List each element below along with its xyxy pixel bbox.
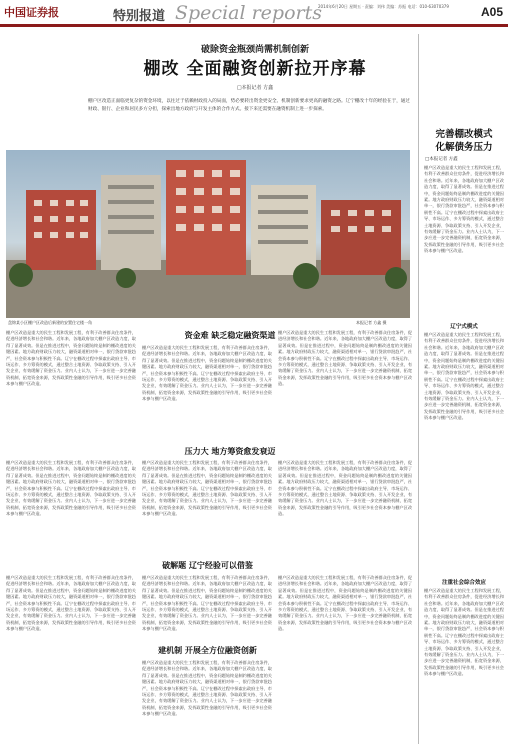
section-heading: 压力大 地方筹资愈发衰迈 <box>170 446 290 457</box>
section-heading: 建机制 开展全方位融资创新 <box>158 646 257 655</box>
body-column: 棚户区改造是重大的民生工程和发展工程，有利于改善群众住房条件，促进经济增长和社会和谐。近年来，各地政府加大棚户区改造力度，取得了显著成效。但是在推进过程中，资金问题始终是制约棚改进度的关键因素。地方政府财政压力较大，融资渠道相对单一，银行贷款审批趋严，社会资本参与积极性不高。辽宁在棚改过程中探索出政府主导、市场运作、多方筹资的模式，通过整合土地资源、争取政策支持、引入开发企业，有效缓解了资金压力。业内人士认为，下一步应进一步完善融资机制，拓宽资金来源，发挥政策性金融的引导作用，吸引更多社会资本参与棚户区改造。 <box>6 330 136 387</box>
photo-credit: 本报记者 方鑫 摄 <box>356 320 387 325</box>
body-column: 棚户区改造是重大的民生工程和发展工程，有利于改善群众住房条件，促进经济增长和社会和谐。近年来，各地政府加大棚户区改造力度，取得了显著成效。但是在推进过程中，资金问题始终是制约棚改进度的关键因素。地方政府财政压力较大，融资渠道相对单一，银行贷款审批趋严，社会资本参与积极性不高。辽宁在棚改过程中探索出政府主导、市场运作、多方筹资的模式，通过整合土地资源、争取政策支持、引入开发企业，有效缓解了资金压力。业内人士认为，下一步应进一步完善融资机制，拓宽资金来源，发挥政策性金融的引导作用，吸引更多社会资本参与棚户区改造。 <box>278 330 412 387</box>
sidebar-subheading: 辽宁式模式 <box>450 324 478 330</box>
section-heading: 破解题 辽宁经验可以借鉴 <box>162 561 253 570</box>
buildings-illustration <box>6 150 410 318</box>
sidebar-title-line1: 完善棚改模式 <box>435 129 493 140</box>
body-column: 棚户区改造是重大的民生工程和发展工程，有利于改善群众住房条件，促进经济增长和社会和谐。近年来，各地政府加大棚户区改造力度，取得了显著成效。但是在推进过程中，资金问题始终是制约棚改进度的关键因素。地方政府财政压力较大，融资渠道相对单一，银行贷款审批趋严，社会资本参与积极性不高。辽宁在棚改过程中探索出政府主导、市场运作、多方筹资的模式，通过整合土地资源、争取政策支持、引入开发企业，有效缓解了资金压力。业内人士认为，下一步应进一步完善融资机制，拓宽资金来源，发挥政策性金融的引导作用，吸引更多社会资本参与棚户区改造。 <box>6 460 136 517</box>
body-column: 棚户区改造是重大的民生工程和发展工程，有利于改善群众住房条件，促进经济增长和社会和谐。近年来，各地政府加大棚户区改造力度，取得了显著成效。但是在推进过程中，资金问题始终是制约棚改进度的关键因素。地方政府财政压力较大，融资渠道相对单一，银行贷款审批趋严，社会资本参与积极性不高。辽宁在棚改过程中探索出政府主导、市场运作、多方筹资的模式，通过整合土地资源、争取政策支持、引入开发企业，有效缓解了资金压力。业内人士认为，下一步应进一步完善融资机制，拓宽资金来源，发挥政策性金融的引导作用，吸引更多社会资本参与棚户区改造。 <box>142 660 272 717</box>
section-title: 特别报道 <box>113 9 166 24</box>
section-heading: 资金难 缺乏稳定融资渠道 <box>184 331 276 340</box>
issue-info: 2014年6月20日 星期五 · 责编：刘伟 美编：苏振 电话：010-63070379 <box>318 4 449 9</box>
masthead-logo: 中国证券报 <box>4 6 59 19</box>
photo-caption: 盘锦某小区棚户区改造后新建的安置住宅楼一角 <box>8 320 92 325</box>
sidebar-title <box>424 128 504 154</box>
section-title-english: Special reports <box>175 2 322 24</box>
page-number: A05 <box>481 5 504 19</box>
header-rule <box>0 24 508 27</box>
sidebar-subheading: 注重社会综合效应 <box>441 580 486 586</box>
sidebar-top-text <box>424 34 504 124</box>
sidebar-paragraph: 棚户区改造是重大的民生工程和发展工程，有利于改善群众住房条件，促进经济增长和社会和谐。近年来，各地政府加大棚户区改造力度，取得了显著成效。但是在推进过程中，资金问题始终是制约棚改进度的关键因素。地方政府财政压力较大，融资渠道相对单一，银行贷款审批趋严，社会资本参与积极性不高。辽宁在棚改过程中探索出政府主导、市场运作、多方筹资的模式，通过整合土地资源、争取政策支持、引入开发企业，有效缓解了资金压力。业内人士认为，下一步应进一步完善融资机制，拓宽资金来源，发挥政策性金融的引导作用，吸引更多社会资本参与棚户区改造。 <box>424 332 504 421</box>
article-kicker: 破除资金瓶颈尚需机制创新 <box>200 45 309 55</box>
body-column: 棚户区改造是重大的民生工程和发展工程，有利于改善群众住房条件，促进经济增长和社会和谐。近年来，各地政府加大棚户区改造力度，取得了显著成效。但是在推进过程中，资金问题始终是制约棚改进度的关键因素。地方政府财政压力较大，融资渠道相对单一，银行贷款审批趋严，社会资本参与积极性不高。辽宁在棚改过程中探索出政府主导、市场运作、多方筹资的模式，通过整合土地资源、争取政策支持、引入开发企业，有效缓解了资金压力。业内人士认为，下一步应进一步完善融资机制，拓宽资金来源，发挥政策性金融的引导作用，吸引更多社会资本参与棚户区改造。 <box>6 575 136 632</box>
article-photo <box>6 150 410 318</box>
body-column: 棚户区改造是重大的民生工程和发展工程，有利于改善群众住房条件，促进经济增长和社会和谐。近年来，各地政府加大棚户区改造力度，取得了显著成效。但是在推进过程中，资金问题始终是制约棚改进度的关键因素。地方政府财政压力较大，融资渠道相对单一，银行贷款审批趋严，社会资本参与积极性不高。辽宁在棚改过程中探索出政府主导、市场运作、多方筹资的模式，通过整合土地资源、争取政策支持、引入开发企业，有效缓解了资金压力。业内人士认为，下一步应进一步完善融资机制，拓宽资金来源，发挥政策性金融的引导作用，吸引更多社会资本参与棚户区改造。 <box>278 575 412 632</box>
body-column: 棚户区改造是重大的民生工程和发展工程，有利于改善群众住房条件，促进经济增长和社会和谐。近年来，各地政府加大棚户区改造力度，取得了显著成效。但是在推进过程中，资金问题始终是制约棚改进度的关键因素。地方政府财政压力较大，融资渠道相对单一，银行贷款审批趋严，社会资本参与积极性不高。辽宁在棚改过程中探索出政府主导、市场运作、多方筹资的模式，通过整合土地资源、争取政策支持、引入开发企业，有效缓解了资金压力。业内人士认为，下一步应进一步完善融资机制，拓宽资金来源，发挥政策性金融的引导作用，吸引更多社会资本参与棚户区改造。 <box>142 345 272 402</box>
body-column: 棚户区改造是重大的民生工程和发展工程，有利于改善群众住房条件，促进经济增长和社会和谐。近年来，各地政府加大棚户区改造力度，取得了显著成效。但是在推进过程中，资金问题始终是制约棚改进度的关键因素。地方政府财政压力较大，融资渠道相对单一，银行贷款审批趋严，社会资本参与积极性不高。辽宁在棚改过程中探索出政府主导、市场运作、多方筹资的模式，通过整合土地资源、争取政策支持、引入开发企业，有效缓解了资金压力。业内人士认为，下一步应进一步完善融资机制，拓宽资金来源，发挥政策性金融的引导作用，吸引更多社会资本参与棚户区改造。 <box>142 575 272 632</box>
article-headline: 棚改 全面融资创新拉开序幕 <box>143 59 367 79</box>
body-column: 棚户区改造是重大的民生工程和发展工程，有利于改善群众住房条件，促进经济增长和社会和谐。近年来，各地政府加大棚户区改造力度，取得了显著成效。但是在推进过程中，资金问题始终是制约棚改进度的关键因素。地方政府财政压力较大，融资渠道相对单一，银行贷款审批趋严，社会资本参与积极性不高。辽宁在棚改过程中探索出政府主导、市场运作、多方筹资的模式，通过整合土地资源、争取政策支持、引入开发企业，有效缓解了资金压力。业内人士认为，下一步应进一步完善融资机制，拓宽资金来源，发挥政策性金融的引导作用，吸引更多社会资本参与棚户区改造。 <box>278 460 412 517</box>
article-lead: 棚户区改造正面临更复杂的资金环境，以往过于依赖财政投入的局面，势必要转出资金更安全、机制创新要求更高的融资之路。辽宁棚改十年的经验在于，通过财政、银行、企业和居民多方分担，探索出地方政府与开发主体的合作方式。接下来还需要在融资机制上进一步探索。 <box>88 99 410 112</box>
body-column: 棚户区改造是重大的民生工程和发展工程，有利于改善群众住房条件，促进经济增长和社会和谐。近年来，各地政府加大棚户区改造力度，取得了显著成效。但是在推进过程中，资金问题始终是制约棚改进度的关键因素。地方政府财政压力较大，融资渠道相对单一，银行贷款审批趋严，社会资本参与积极性不高。辽宁在棚改过程中探索出政府主导、市场运作、多方筹资的模式，通过整合土地资源、争取政策支持、引入开发企业，有效缓解了资金压力。业内人士认为，下一步应进一步完善融资机制，拓宽资金来源，发挥政策性金融的引导作用，吸引更多社会资本参与棚户区改造。 <box>142 460 272 517</box>
sidebar-paragraph: 棚户区改造是重大的民生工程和发展工程，有利于改善群众住房条件，促进经济增长和社会和谐。近年来，各地政府加大棚户区改造力度，取得了显著成效。但是在推进过程中，资金问题始终是制约棚改进度的关键因素。地方政府财政压力较大，融资渠道相对单一，银行贷款审批趋严，社会资本参与积极性不高。辽宁在棚改过程中探索出政府主导、市场运作、多方筹资的模式，通过整合土地资源、争取政策支持、引入开发企业，有效缓解了资金压力。业内人士认为，下一步应进一步完善融资机制，拓宽资金来源，发挥政策性金融的引导作用，吸引更多社会资本参与棚户区改造。 <box>424 165 504 254</box>
sidebar-paragraph: 棚户区改造是重大的民生工程和发展工程，有利于改善群众住房条件，促进经济增长和社会和谐。近年来，各地政府加大棚户区改造力度，取得了显著成效。但是在推进过程中，资金问题始终是制约棚改进度的关键因素。地方政府财政压力较大，融资渠道相对单一，银行贷款审批趋严，社会资本参与积极性不高。辽宁在棚改过程中探索出政府主导、市场运作、多方筹资的模式，通过整合土地资源、争取政策支持、引入开发企业，有效缓解了资金压力。业内人士认为，下一步应进一步完善融资机制，拓宽资金来源，发挥政策性金融的引导作用，吸引更多社会资本参与棚户区改造。 <box>424 588 504 677</box>
article-byline: □本报记者 方鑫 <box>236 85 274 91</box>
column-divider <box>418 34 419 744</box>
sidebar-title-line2: 化解债务压力 <box>435 142 493 153</box>
sidebar-byline: □本报记者 方鑫 <box>425 157 458 162</box>
